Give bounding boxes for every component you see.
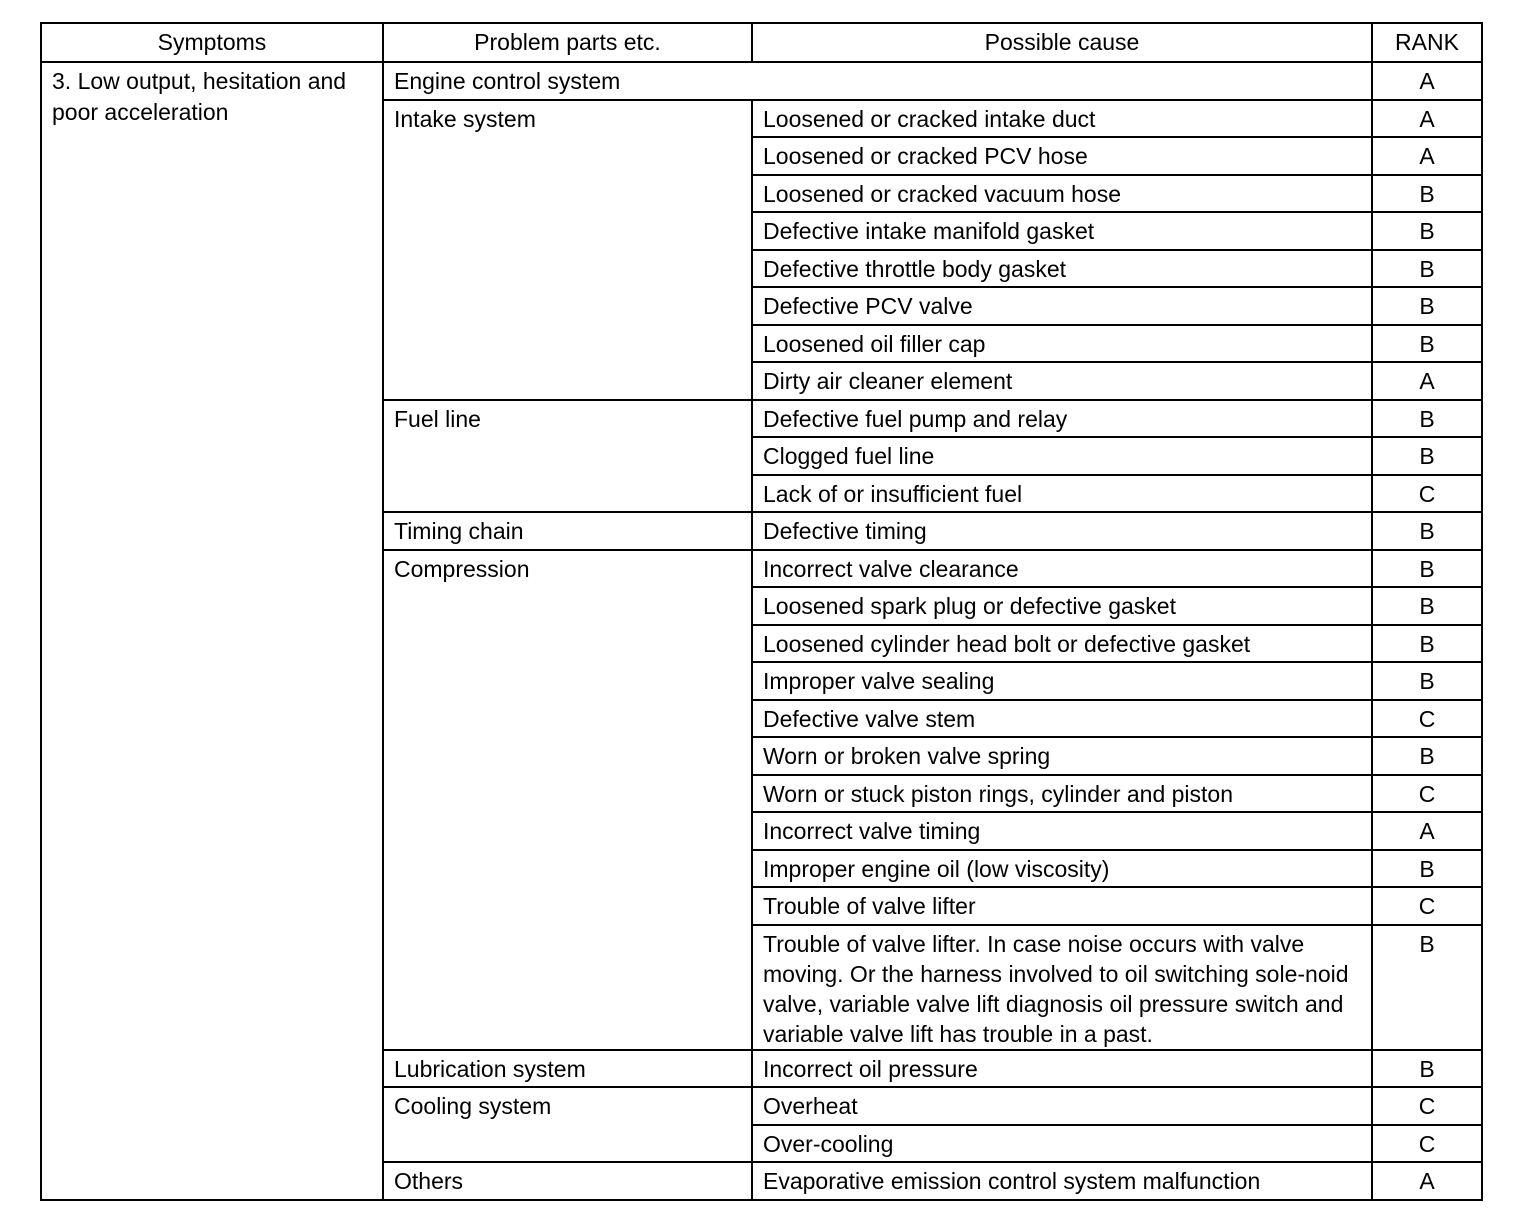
rank-cell: B bbox=[1372, 925, 1482, 1050]
problem-part-cell: Fuel line bbox=[383, 400, 752, 513]
rank-cell: A bbox=[1372, 812, 1482, 850]
possible-cause-cell: Improper engine oil (low viscosity) bbox=[752, 850, 1372, 888]
header-row bbox=[41, 23, 1482, 62]
rank-cell: C bbox=[1372, 1087, 1482, 1125]
header-rank: RANK bbox=[1372, 23, 1482, 62]
possible-cause-cell: Clogged fuel line bbox=[752, 437, 1372, 475]
possible-cause-cell: Incorrect valve clearance bbox=[752, 550, 1372, 588]
possible-cause-cell: Defective throttle body gasket bbox=[752, 250, 1372, 288]
rank-cell: C bbox=[1372, 1125, 1482, 1163]
rank-cell: C bbox=[1372, 700, 1482, 738]
problem-part-cell: Timing chain bbox=[383, 512, 752, 550]
rank-cell: B bbox=[1372, 512, 1482, 550]
rank-cell: B bbox=[1372, 250, 1482, 288]
rank-cell: B bbox=[1372, 850, 1482, 888]
table-body bbox=[41, 62, 1482, 1200]
rank-cell: A bbox=[1372, 100, 1482, 138]
problem-part-cell: Intake system bbox=[383, 100, 752, 400]
diagnosis-table bbox=[40, 22, 1483, 1201]
rank-cell: B bbox=[1372, 550, 1482, 588]
possible-cause-cell: Improper valve sealing bbox=[752, 662, 1372, 700]
possible-cause-cell: Trouble of valve lifter. In case noise occurs with valve moving. Or the harness involved to oil switching sole-noid valve, variable valve lift diagnosis oil pressure switch and variable valve lift has trouble in a past. bbox=[752, 925, 1372, 1050]
possible-cause-cell: Loosened or cracked PCV hose bbox=[752, 137, 1372, 175]
rank-cell: B bbox=[1372, 400, 1482, 438]
possible-cause-cell: Incorrect valve timing bbox=[752, 812, 1372, 850]
rank-cell: B bbox=[1372, 287, 1482, 325]
possible-cause-cell: Incorrect oil pressure bbox=[752, 1050, 1372, 1088]
rank-cell: B bbox=[1372, 212, 1482, 250]
possible-cause-cell: Loosened spark plug or defective gasket bbox=[752, 587, 1372, 625]
possible-cause-cell: Overheat bbox=[752, 1087, 1372, 1125]
problem-part-cell: Engine control system bbox=[383, 62, 1372, 100]
problem-part-cell: Compression bbox=[383, 550, 752, 1050]
possible-cause-cell: Dirty air cleaner element bbox=[752, 362, 1372, 400]
symptom-cell: 3. Low output, hesitation and poor acceleration bbox=[41, 62, 383, 1200]
rank-cell: C bbox=[1372, 775, 1482, 813]
rank-cell: B bbox=[1372, 587, 1482, 625]
possible-cause-cell: Defective valve stem bbox=[752, 700, 1372, 738]
possible-cause-cell: Loosened or cracked intake duct bbox=[752, 100, 1372, 138]
rank-cell: B bbox=[1372, 737, 1482, 775]
rank-cell: A bbox=[1372, 137, 1482, 175]
possible-cause-cell: Defective fuel pump and relay bbox=[752, 400, 1372, 438]
possible-cause-cell: Over-cooling bbox=[752, 1125, 1372, 1163]
possible-cause-cell: Defective intake manifold gasket bbox=[752, 212, 1372, 250]
rank-cell: B bbox=[1372, 437, 1482, 475]
possible-cause-cell: Defective timing bbox=[752, 512, 1372, 550]
rank-cell: B bbox=[1372, 662, 1482, 700]
header-symptoms: Symptoms bbox=[41, 23, 383, 62]
rank-cell: B bbox=[1372, 625, 1482, 663]
possible-cause-cell: Defective PCV valve bbox=[752, 287, 1372, 325]
header-problem-parts: Problem parts etc. bbox=[383, 23, 752, 62]
possible-cause-cell: Worn or stuck piston rings, cylinder and piston bbox=[752, 775, 1372, 813]
table-row bbox=[41, 62, 1482, 100]
rank-cell: B bbox=[1372, 175, 1482, 213]
rank-cell: C bbox=[1372, 475, 1482, 513]
possible-cause-cell: Worn or broken valve spring bbox=[752, 737, 1372, 775]
rank-cell: B bbox=[1372, 1050, 1482, 1088]
problem-part-cell: Cooling system bbox=[383, 1087, 752, 1162]
rank-cell: A bbox=[1372, 362, 1482, 400]
possible-cause-cell: Lack of or insufficient fuel bbox=[752, 475, 1372, 513]
possible-cause-cell: Loosened oil filler cap bbox=[752, 325, 1372, 363]
problem-part-cell: Others bbox=[383, 1162, 752, 1200]
rank-cell: A bbox=[1372, 62, 1482, 100]
possible-cause-cell: Trouble of valve lifter bbox=[752, 887, 1372, 925]
possible-cause-cell: Loosened cylinder head bolt or defective gasket bbox=[752, 625, 1372, 663]
rank-cell: C bbox=[1372, 887, 1482, 925]
rank-cell: A bbox=[1372, 1162, 1482, 1200]
rank-cell: B bbox=[1372, 325, 1482, 363]
header-possible-cause: Possible cause bbox=[752, 23, 1372, 62]
possible-cause-cell: Loosened or cracked vacuum hose bbox=[752, 175, 1372, 213]
possible-cause-cell: Evaporative emission control system malfunction bbox=[752, 1162, 1372, 1200]
problem-part-cell: Lubrication system bbox=[383, 1050, 752, 1088]
